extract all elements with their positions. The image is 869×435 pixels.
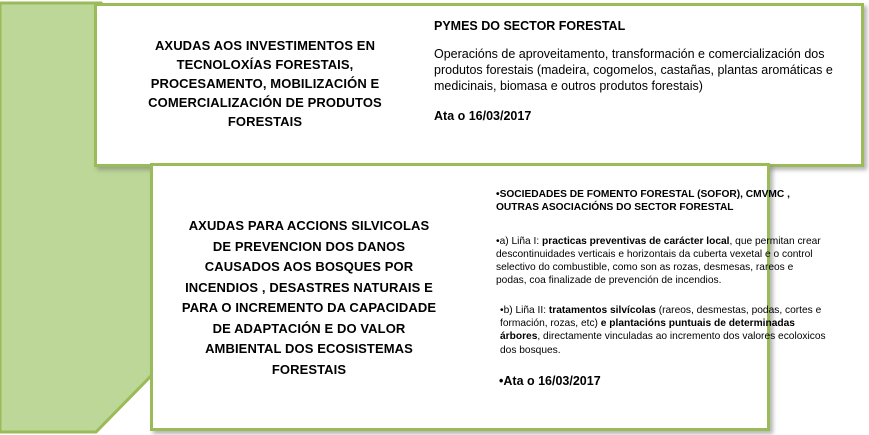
line-two-mid: (rareos, desmestas, podas, cortes e formación, rozas, etc) (500, 304, 822, 330)
line-two-prefix: •b) Liña II: (500, 304, 549, 316)
line-one-prefix: •a) Liña I: (496, 235, 543, 247)
line-two-rest: , directamente vinculadas ao incremento dos valores ecoloxicos dos bosques. (500, 331, 826, 356)
line-two-highlight-1: tratamentos silvícolas (548, 304, 656, 316)
line-two-text (500, 304, 826, 357)
target-group-title: PYMES DO SECTOR FORESTAL (434, 19, 626, 33)
line-one-rest: , que permitan crear descontinuidades verticais e horizontais da cuberta vexetal e o control selectivo do combustible, como son as rozas, desmesas, rareos e podas, coa finalizade de prevención de incendios. (496, 235, 821, 287)
deadline-text: Ata o 16/03/2017 (434, 109, 532, 123)
investment-aid-heading: AXUDAS AOS INVESTIMENTOS EN TECNOLOXÍAS FORESTAIS, PROCESAMENTO, MOBILIZACIÓN E COMERCIALIZACIÓN DE PRODUTOS FORESTAIS (148, 38, 382, 129)
silviculture-aid-details (496, 188, 826, 388)
silviculture-aid-heading: AXUDAS PARA ACCIONS SILVICOLAS DE PREVENCION DOS DANOS CAUSADOS AOS BOSQUES POR INCENDIOS , DESASTRES NATURAIS E PARA O INCREMENTO DA CAPACIDADE DE ADAPTACIÓN E DO VALOR AMBIENTAL DOS ECOSISTEMAS FORESTAIS (181, 218, 437, 377)
beneficiaries-text: •SOCIEDADES DE FOMENTO FORESTAL (SOFOR), CMVMC , OUTRAS ASOCIACIÓNS DO SECTOR FORESTAL (496, 189, 790, 214)
line-two-highlight-2: e plantacións puntuais de determinadas árbores (500, 318, 795, 343)
line-one-text (496, 235, 826, 288)
investment-aid-details (434, 18, 844, 124)
operations-description: Operacións de aproveitamento, transformación e comercialización dos produtos forestais (madeira, cogomelos, castañas, plantas aromáticas e medicinais, biomasa e outros produtos forestais) (434, 47, 833, 93)
deadline-text: •Ata o 16/03/2017 (499, 373, 601, 388)
line-one-highlight: practicas preventivas de carácter local (542, 235, 730, 247)
